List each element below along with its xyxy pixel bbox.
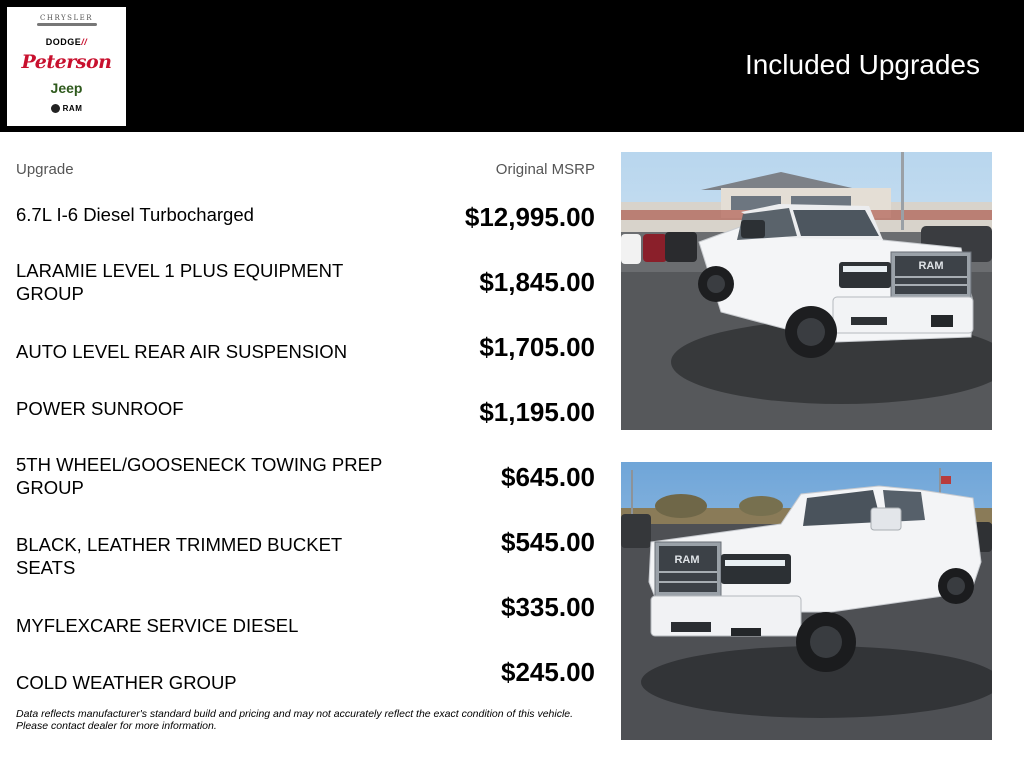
dodge-stripes-icon: //	[81, 37, 88, 47]
grille-badge-text: RAM	[674, 554, 700, 566]
dealer-logo[interactable]	[7, 7, 126, 126]
ram-logo-text: RAM	[62, 104, 83, 113]
page-title: Included Upgrades	[744, 49, 980, 80]
disclaimer-text: Data reflects manufacturer's standard build and pricing and may not accurately reflect the exact condition of this vehicle. Please contact dealer for more information.	[16, 708, 574, 732]
upgrade-name: AUTO LEVEL REAR AIR SUSPENSION	[16, 341, 348, 362]
upgrade-name: 6.7L I-6 Diesel Turbocharged	[16, 204, 254, 225]
dodge-logo-text: DODGE	[45, 37, 82, 47]
ram-logo	[7, 104, 126, 113]
chrysler-logo-text: CHRYSLER	[40, 14, 93, 22]
ram-head-icon	[51, 104, 60, 113]
upgrade-name: MYFLEXCARE SERVICE DIESEL	[16, 615, 299, 636]
grille-badge-text: RAM	[918, 260, 944, 272]
upgrade-price: $1,845.00	[479, 267, 595, 297]
upgrade-price: $545.00	[501, 527, 595, 557]
upgrade-name: COLD WEATHER GROUP	[16, 672, 237, 693]
column-header-msrp: Original MSRP	[495, 161, 595, 178]
dodge-logo	[7, 37, 126, 47]
page-header	[0, 0, 1024, 132]
jeep-logo-text: Jeep	[50, 80, 83, 96]
truck-photo-front[interactable]	[621, 152, 992, 430]
upgrade-name: BLACK, LEATHER TRIMMED BUCKET SEATS	[16, 534, 342, 578]
upgrade-name: POWER SUNROOF	[16, 398, 184, 419]
dealer-name: Peterson	[21, 51, 112, 73]
upgrade-name: 5TH WHEEL/GOOSENECK TOWING PREP GROUP	[16, 454, 382, 498]
upgrade-price: $12,995.00	[464, 202, 595, 232]
upgrade-price: $335.00	[501, 592, 595, 622]
chrysler-wing-icon	[37, 23, 97, 26]
upgrade-price: $645.00	[501, 462, 595, 492]
column-header-upgrade: Upgrade	[16, 161, 74, 178]
upgrade-price: $245.00	[501, 657, 595, 687]
upgrade-price: $1,705.00	[479, 332, 595, 362]
upgrade-price: $1,195.00	[479, 397, 595, 427]
truck-photo-side[interactable]	[621, 462, 992, 740]
upgrade-name: LARAMIE LEVEL 1 PLUS EQUIPMENT GROUP	[16, 260, 343, 304]
